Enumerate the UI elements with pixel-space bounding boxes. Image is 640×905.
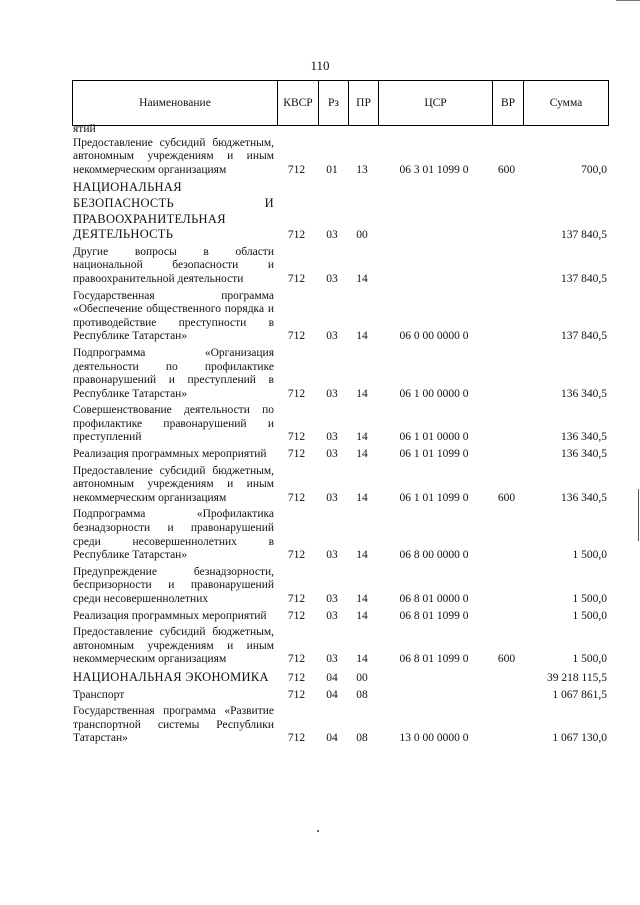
row-name-cell: Другие вопросы в области национальной безопасности и правоохранительной деятельности bbox=[73, 245, 274, 285]
row-pr-cell: 00 bbox=[356, 671, 368, 684]
row-kvsr-cell: 712 bbox=[287, 671, 306, 684]
row-vr-cell bbox=[491, 702, 522, 746]
budget-table-body bbox=[73, 123, 607, 746]
section-title: НАЦИОНАЛЬНАЯ ЭКОНОМИКА bbox=[73, 669, 269, 684]
row-vr-cell bbox=[491, 344, 522, 401]
row-sum-cell: 1 067 130,0 bbox=[552, 732, 607, 745]
row-name-cell: Предоставление субсидий бюджетным, автономным учреждениям и иным некоммерческим организациям bbox=[73, 626, 274, 666]
table-row bbox=[73, 462, 607, 506]
row-kvsr-cell: 712 bbox=[287, 593, 306, 605]
row-vr-cell bbox=[491, 177, 522, 242]
row-sum-cell: 136 340,5 bbox=[561, 387, 607, 400]
row-name-cell: Транспорт bbox=[73, 688, 125, 701]
row-csr-cell: 06 8 00 0000 0 bbox=[399, 549, 469, 562]
scan-dot-mark bbox=[317, 830, 319, 832]
row-rz-cell: 03 bbox=[326, 549, 338, 562]
row-csr-cell bbox=[377, 667, 491, 686]
header-pr: ПР bbox=[349, 81, 379, 126]
row-kvsr-cell: 712 bbox=[287, 549, 306, 562]
row-pr-cell: 13 bbox=[356, 163, 368, 176]
row-csr-cell: 06 1 01 1099 0 bbox=[399, 491, 469, 504]
row-rz-cell: 03 bbox=[326, 272, 338, 285]
row-rz-cell: 03 bbox=[326, 448, 338, 461]
row-rz-cell: 03 bbox=[326, 330, 338, 343]
row-csr-cell: 13 0 00 0000 0 bbox=[399, 732, 469, 745]
row-pr-cell: 14 bbox=[356, 448, 368, 461]
row-rz-cell: 03 bbox=[326, 653, 338, 666]
table-row bbox=[73, 505, 607, 562]
row-kvsr-cell: 712 bbox=[287, 163, 306, 176]
table-row bbox=[73, 563, 607, 607]
row-sum-cell: 1 500,0 bbox=[572, 609, 607, 622]
scan-edge-mark bbox=[638, 489, 639, 541]
row-sum-cell bbox=[522, 123, 607, 137]
row-name-cell: Предоставление субсидий бюджетным, автономным учреждениям и иным некоммерческим организациям bbox=[73, 464, 274, 504]
table-row bbox=[73, 623, 607, 667]
row-kvsr-cell: 712 bbox=[287, 732, 306, 745]
row-vr-cell bbox=[491, 607, 522, 624]
row-pr-cell: 14 bbox=[356, 330, 368, 343]
row-sum-cell: 136 340,5 bbox=[561, 491, 607, 504]
row-rz-cell bbox=[317, 123, 347, 137]
row-csr-cell: 06 3 01 1099 0 bbox=[399, 163, 469, 176]
row-rz-cell: 03 bbox=[326, 229, 338, 242]
row-kvsr-cell: 712 bbox=[287, 272, 306, 285]
row-rz-cell: 04 bbox=[326, 732, 338, 745]
row-csr-cell: 06 0 00 0000 0 bbox=[399, 330, 469, 343]
row-vr-cell: 600 bbox=[497, 653, 516, 666]
row-csr-cell: 06 1 01 1099 0 bbox=[399, 448, 469, 461]
row-pr-cell bbox=[347, 123, 377, 137]
row-vr-cell bbox=[491, 401, 522, 445]
table-row bbox=[73, 137, 607, 178]
row-name-cell: Подпрограмма «Профилактика безнадзорности и правонарушений среди несовершеннолетних в Республике Татарстан» bbox=[73, 508, 274, 562]
row-name-cell: Предупреждение безнадзорности, беспризорности и правонарушений среди несовершеннолетних bbox=[73, 565, 274, 605]
table-row bbox=[73, 243, 607, 287]
table-row bbox=[73, 287, 607, 344]
row-vr-cell bbox=[491, 667, 522, 686]
row-vr-cell: 600 bbox=[497, 163, 516, 176]
row-pr-cell: 14 bbox=[356, 491, 368, 504]
page-number: 110 bbox=[310, 58, 330, 73]
row-sum-cell: 137 840,5 bbox=[561, 229, 607, 242]
row-name-cell: Государственная программа «Развитие транспортной системы Республики Татарстан» bbox=[73, 705, 274, 745]
row-pr-cell: 08 bbox=[356, 688, 368, 701]
table-row bbox=[73, 177, 607, 242]
table-row bbox=[73, 607, 607, 624]
row-vr-cell bbox=[491, 505, 522, 562]
table-row bbox=[73, 702, 607, 746]
row-csr-cell: 06 8 01 1099 0 bbox=[399, 609, 469, 622]
row-name-cell bbox=[73, 667, 276, 686]
row-sum-cell: 136 340,5 bbox=[561, 448, 607, 461]
row-csr-cell: 06 1 01 0000 0 bbox=[399, 431, 469, 444]
row-kvsr-cell: 712 bbox=[287, 387, 306, 400]
row-kvsr-cell: 712 bbox=[287, 653, 306, 666]
row-rz-cell: 03 bbox=[326, 491, 338, 504]
header-kvsr: КВСР bbox=[278, 81, 319, 126]
header-name: Наименование bbox=[73, 81, 278, 126]
row-csr-cell: 06 1 00 0000 0 bbox=[399, 387, 469, 400]
row-vr-cell bbox=[491, 287, 522, 344]
row-name-cell: Совершенствование деятельности по профилактике правонарушений и преступлений bbox=[73, 404, 274, 444]
row-kvsr-cell: 712 bbox=[287, 229, 306, 242]
row-rz-cell: 03 bbox=[326, 609, 338, 622]
row-rz-cell: 01 bbox=[326, 163, 338, 176]
row-pr-cell: 14 bbox=[356, 431, 368, 444]
corner-scan-mark bbox=[616, 0, 640, 1]
table-row bbox=[73, 123, 607, 137]
row-sum-cell: 137 840,5 bbox=[561, 330, 607, 343]
row-rz-cell: 04 bbox=[326, 671, 338, 684]
row-kvsr-cell: 712 bbox=[287, 431, 306, 444]
row-pr-cell: 14 bbox=[356, 593, 368, 605]
row-sum-cell: 137 840,5 bbox=[561, 272, 607, 285]
row-vr-cell bbox=[491, 123, 522, 137]
row-sum-cell: 136 340,5 bbox=[561, 431, 607, 444]
row-kvsr-cell bbox=[276, 123, 317, 137]
table-row bbox=[73, 445, 607, 462]
row-kvsr-cell: 712 bbox=[287, 448, 306, 461]
row-kvsr-cell: 712 bbox=[287, 330, 306, 343]
row-sum-cell: 700,0 bbox=[581, 163, 607, 176]
row-name-cell: Предоставление субсидий бюджетным, автономным учреждениям и иным некоммерческим организациям bbox=[73, 136, 274, 176]
row-kvsr-cell: 712 bbox=[287, 491, 306, 504]
row-vr-cell bbox=[491, 563, 522, 607]
budget-table bbox=[73, 123, 607, 746]
row-pr-cell: 14 bbox=[356, 387, 368, 400]
row-vr-cell: 600 bbox=[497, 491, 516, 504]
header-rz: Рз bbox=[319, 81, 349, 126]
header-sum: Сумма bbox=[524, 81, 609, 126]
row-rz-cell: 03 bbox=[326, 593, 338, 605]
row-vr-cell bbox=[491, 686, 522, 703]
row-sum-cell: 39 218 115,5 bbox=[547, 671, 607, 684]
row-csr-cell bbox=[377, 686, 491, 703]
row-kvsr-cell: 712 bbox=[287, 609, 306, 622]
row-sum-cell: 1 067 861,5 bbox=[552, 688, 607, 701]
section-title: НАЦИОНАЛЬНАЯ БЕЗОПАСНОСТЬ И ПРАВООХРАНИТЕЛЬНАЯ ДЕЯТЕЛЬНОСТЬ bbox=[73, 180, 274, 242]
row-vr-cell bbox=[491, 243, 522, 287]
table-row bbox=[73, 344, 607, 401]
row-name-cell bbox=[73, 177, 276, 242]
row-pr-cell: 00 bbox=[356, 229, 368, 242]
header-vr: ВР bbox=[493, 81, 524, 126]
row-name-cell: Реализация программных мероприятий bbox=[73, 448, 267, 461]
row-sum-cell: 1 500,0 bbox=[572, 653, 607, 666]
row-csr-cell: 06 8 01 1099 0 bbox=[399, 653, 469, 666]
row-kvsr-cell: 712 bbox=[287, 688, 306, 701]
row-rz-cell: 04 bbox=[326, 688, 338, 701]
row-csr-cell: 06 8 01 0000 0 bbox=[399, 593, 469, 605]
row-rz-cell: 03 bbox=[326, 431, 338, 444]
table-row bbox=[73, 686, 607, 703]
row-rz-cell: 03 bbox=[326, 387, 338, 400]
table-row bbox=[73, 401, 607, 445]
row-pr-cell: 14 bbox=[356, 653, 368, 666]
row-pr-cell: 14 bbox=[356, 272, 368, 285]
row-name-cell: Реализация программных мероприятий bbox=[73, 609, 267, 622]
header-csr: ЦСР bbox=[379, 81, 493, 126]
row-name-cell: ятий bbox=[73, 123, 96, 135]
row-pr-cell: 14 bbox=[356, 549, 368, 562]
table-row bbox=[73, 667, 607, 686]
row-vr-cell bbox=[491, 445, 522, 462]
row-csr-cell bbox=[377, 177, 491, 242]
row-sum-cell: 1 500,0 bbox=[572, 593, 607, 605]
row-sum-cell: 1 500,0 bbox=[572, 549, 607, 562]
table-header bbox=[72, 80, 609, 126]
row-name-cell: Государственная программа «Обеспечение общественного порядка и противодействие преступности в Республике Татарстан» bbox=[73, 289, 274, 343]
row-pr-cell: 14 bbox=[356, 609, 368, 622]
row-csr-cell bbox=[377, 123, 491, 137]
row-name-cell: Подпрограмма «Организация деятельности по профилактике правонарушений и преступлений в Республике Татарстан» bbox=[73, 346, 274, 400]
row-pr-cell: 08 bbox=[356, 732, 368, 745]
row-csr-cell bbox=[377, 243, 491, 287]
